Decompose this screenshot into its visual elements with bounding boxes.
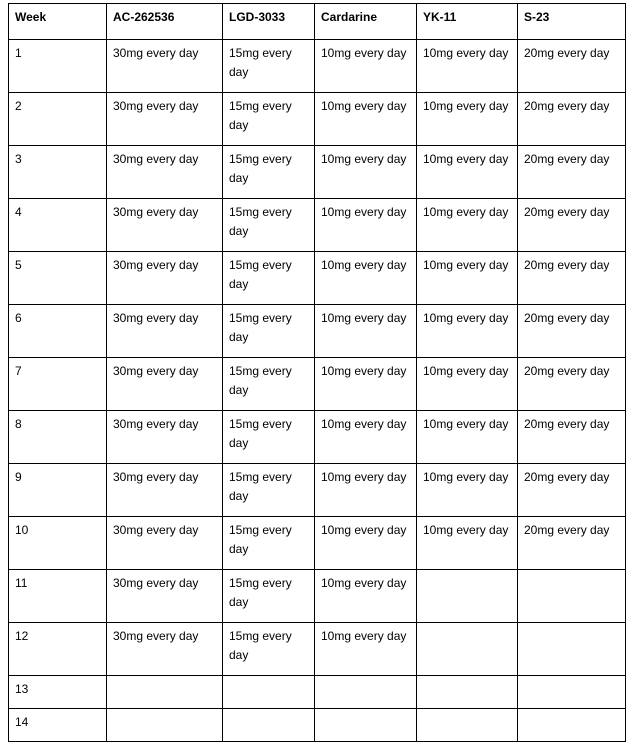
week-cell: 11 [9, 570, 107, 623]
dose-cell-yk-11: 10mg every day [417, 358, 518, 411]
dose-cell-yk-11: 10mg every day [417, 199, 518, 252]
dose-cell-cardarine: 10mg every day [315, 146, 417, 199]
dose-cell-s-23: 20mg every day [518, 411, 626, 464]
table-header [9, 4, 626, 40]
column-header-week: Week [9, 4, 107, 40]
dose-cell-yk-11: 10mg every day [417, 146, 518, 199]
header-row [9, 4, 626, 40]
week-cell: 5 [9, 252, 107, 305]
dose-cell-s-23: 20mg every day [518, 146, 626, 199]
dose-cell-s-23: 20mg every day [518, 93, 626, 146]
table-row [9, 358, 626, 411]
dose-cell-s-23 [518, 570, 626, 623]
dose-cell-lgd-3033: 15mg every day [223, 570, 315, 623]
dose-cell-ac-262536: 30mg every day [107, 464, 223, 517]
column-header-ac-262536: AC-262536 [107, 4, 223, 40]
dose-cell-yk-11 [417, 709, 518, 742]
dose-cell-cardarine: 10mg every day [315, 570, 417, 623]
dose-cell-lgd-3033: 15mg every day [223, 199, 315, 252]
dosage-schedule-table [8, 3, 626, 742]
dose-cell-cardarine [315, 709, 417, 742]
week-cell: 10 [9, 517, 107, 570]
dose-cell-lgd-3033: 15mg every day [223, 146, 315, 199]
week-cell: 9 [9, 464, 107, 517]
week-cell: 2 [9, 93, 107, 146]
table-row [9, 93, 626, 146]
week-cell: 12 [9, 623, 107, 676]
dose-cell-ac-262536 [107, 709, 223, 742]
table-row [9, 199, 626, 252]
dose-cell-lgd-3033: 15mg every day [223, 623, 315, 676]
dose-cell-ac-262536: 30mg every day [107, 305, 223, 358]
dose-cell-ac-262536 [107, 676, 223, 709]
dose-cell-yk-11: 10mg every day [417, 252, 518, 305]
dose-cell-s-23 [518, 709, 626, 742]
week-cell: 1 [9, 40, 107, 93]
dose-cell-cardarine: 10mg every day [315, 305, 417, 358]
dose-cell-yk-11 [417, 676, 518, 709]
week-cell: 8 [9, 411, 107, 464]
dose-cell-yk-11: 10mg every day [417, 464, 518, 517]
week-cell: 6 [9, 305, 107, 358]
dose-cell-s-23: 20mg every day [518, 252, 626, 305]
dose-cell-cardarine: 10mg every day [315, 199, 417, 252]
dose-cell-lgd-3033: 15mg every day [223, 358, 315, 411]
dose-cell-cardarine: 10mg every day [315, 93, 417, 146]
dose-cell-lgd-3033: 15mg every day [223, 252, 315, 305]
dose-cell-s-23: 20mg every day [518, 40, 626, 93]
table-row [9, 464, 626, 517]
dose-cell-lgd-3033 [223, 709, 315, 742]
table-row [9, 709, 626, 742]
dose-cell-cardarine: 10mg every day [315, 40, 417, 93]
dose-cell-lgd-3033: 15mg every day [223, 464, 315, 517]
dose-cell-lgd-3033: 15mg every day [223, 93, 315, 146]
dose-cell-s-23: 20mg every day [518, 358, 626, 411]
column-header-yk-11: YK-11 [417, 4, 518, 40]
dose-cell-cardarine: 10mg every day [315, 464, 417, 517]
dose-cell-s-23 [518, 676, 626, 709]
week-cell: 3 [9, 146, 107, 199]
dose-cell-yk-11: 10mg every day [417, 93, 518, 146]
table-row [9, 40, 626, 93]
dose-cell-yk-11: 10mg every day [417, 305, 518, 358]
table-row [9, 570, 626, 623]
dose-cell-ac-262536: 30mg every day [107, 40, 223, 93]
dose-cell-ac-262536: 30mg every day [107, 623, 223, 676]
dose-cell-ac-262536: 30mg every day [107, 411, 223, 464]
dose-cell-yk-11: 10mg every day [417, 40, 518, 93]
dose-cell-s-23: 20mg every day [518, 464, 626, 517]
week-cell: 13 [9, 676, 107, 709]
dose-cell-s-23 [518, 623, 626, 676]
column-header-lgd-3033: LGD-3033 [223, 4, 315, 40]
column-header-cardarine: Cardarine [315, 4, 417, 40]
table-row [9, 252, 626, 305]
dose-cell-lgd-3033: 15mg every day [223, 517, 315, 570]
week-cell: 7 [9, 358, 107, 411]
dose-cell-s-23: 20mg every day [518, 305, 626, 358]
dose-cell-ac-262536: 30mg every day [107, 146, 223, 199]
dose-cell-ac-262536: 30mg every day [107, 570, 223, 623]
week-cell: 14 [9, 709, 107, 742]
dose-cell-ac-262536: 30mg every day [107, 517, 223, 570]
table-row [9, 411, 626, 464]
dose-cell-yk-11 [417, 623, 518, 676]
dose-cell-cardarine: 10mg every day [315, 358, 417, 411]
dose-cell-cardarine: 10mg every day [315, 252, 417, 305]
dose-cell-yk-11: 10mg every day [417, 517, 518, 570]
dose-cell-lgd-3033: 15mg every day [223, 40, 315, 93]
dose-cell-yk-11: 10mg every day [417, 411, 518, 464]
dose-cell-lgd-3033: 15mg every day [223, 305, 315, 358]
dose-cell-cardarine: 10mg every day [315, 411, 417, 464]
dose-cell-ac-262536: 30mg every day [107, 358, 223, 411]
dose-cell-cardarine: 10mg every day [315, 517, 417, 570]
dose-cell-ac-262536: 30mg every day [107, 252, 223, 305]
dose-cell-s-23: 20mg every day [518, 199, 626, 252]
dose-cell-ac-262536: 30mg every day [107, 199, 223, 252]
dose-cell-ac-262536: 30mg every day [107, 93, 223, 146]
table-row [9, 305, 626, 358]
dose-cell-cardarine: 10mg every day [315, 623, 417, 676]
dose-cell-s-23: 20mg every day [518, 517, 626, 570]
table-row [9, 623, 626, 676]
table-row [9, 517, 626, 570]
table-row [9, 146, 626, 199]
dose-cell-yk-11 [417, 570, 518, 623]
table-body [9, 40, 626, 742]
dose-cell-lgd-3033: 15mg every day [223, 411, 315, 464]
column-header-s-23: S-23 [518, 4, 626, 40]
table-row [9, 676, 626, 709]
dose-cell-cardarine [315, 676, 417, 709]
dose-cell-lgd-3033 [223, 676, 315, 709]
week-cell: 4 [9, 199, 107, 252]
